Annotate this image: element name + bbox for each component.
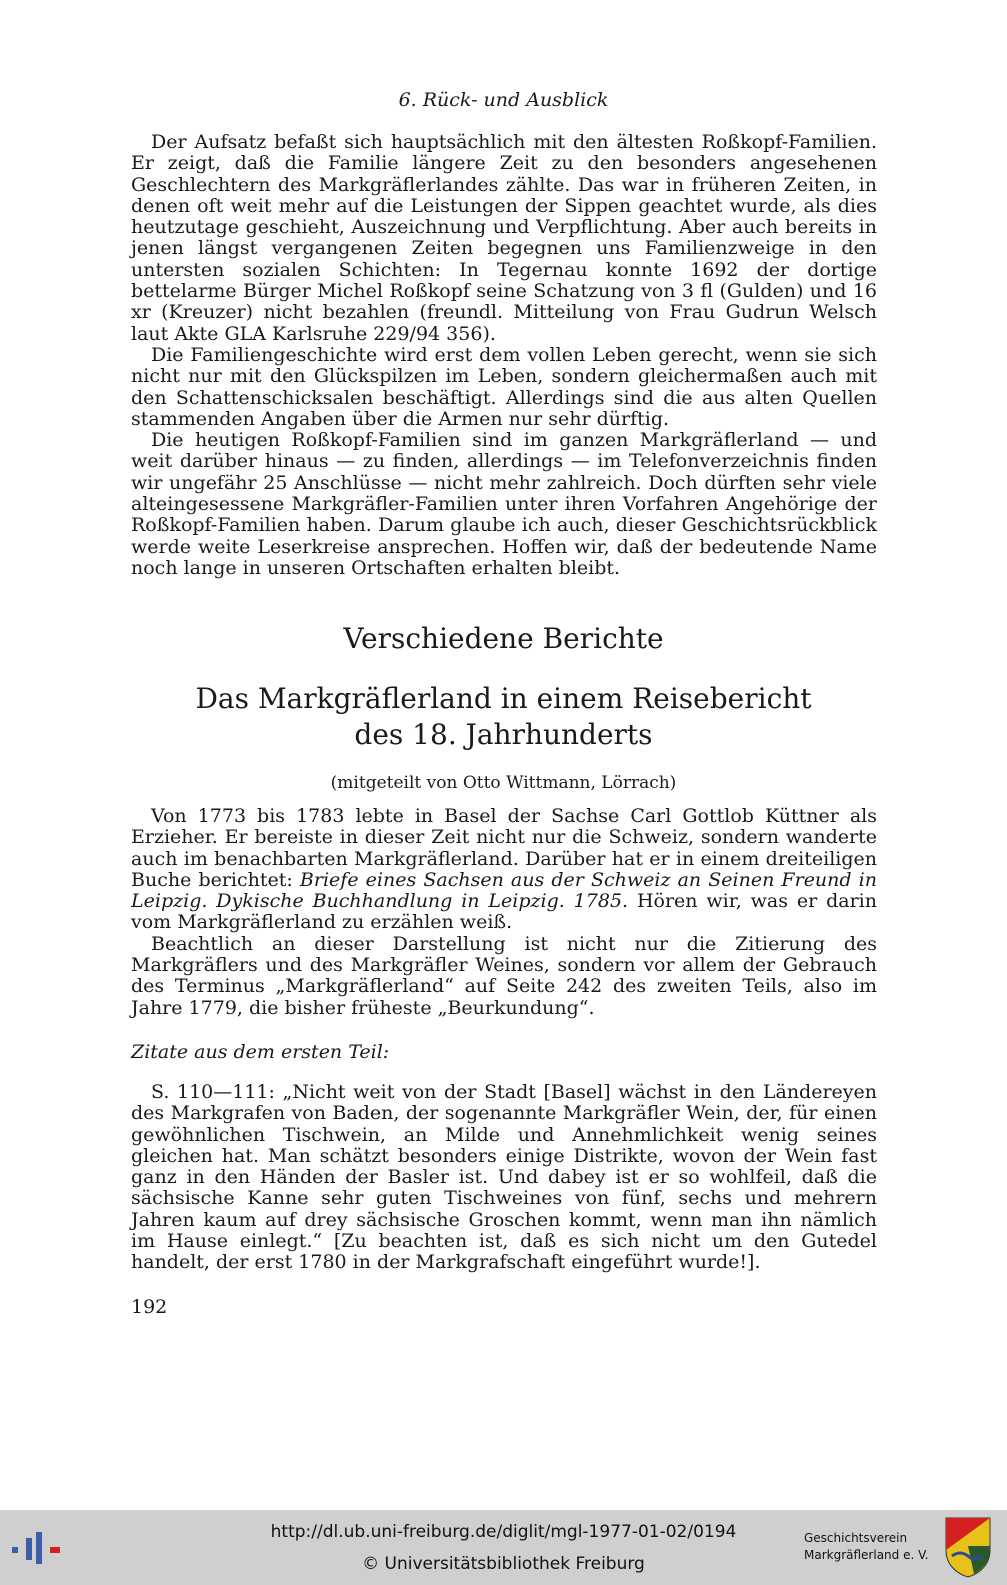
article-title-line-2: des 18. Jahrhunderts [354, 718, 653, 751]
coat-of-arms-icon [944, 1516, 992, 1578]
society-name [804, 1530, 934, 1564]
article-paragraph-2: Beachtlich an dieser Darstellung ist nicht nur die Zitierung des Markgräflers und des Markgräfler Weines, sondern vor allem der Gebrauch des Terminus „Markgräflerland“ auf Seite 242 des zweiten Teils, also im Jahre 1779, die bisher früheste „Beurkundung“. [131, 932, 877, 1019]
quotes-label: Zitate aus dem ersten Teil: [131, 1041, 390, 1063]
section-heading: 6. Rück- und Ausblick [398, 89, 609, 111]
intro-paragraph-1: Der Aufsatz befaßt sich hauptsächlich mit den ältesten Roßkopf-Familien. Er zeigt, daß die Familie längere Zeit zu den besonders angesehenen Geschlechtern des Markgräflerlandes zählte. Das war in früheren Zeiten, in denen oft weit mehr auf die Leistungen der Sippen geachtet wurde, als dies heutzutage geschieht, Auszeichnung und Verpflichtung. Aber auch bereits in jenen längst vergangenen Zeiten begegnen uns Familienzweige in den untersten sozialen Schichten: In Tegernau konnte 1692 der dortige bettelarme Bürger Michel Roßkopf seine Schatzung von 3 fl (Gulden) und 16 xr (Kreuzer) nicht bezahlen (freundl. Mitteilung von Frau Gudrun Welsch laut Akte GLA Karlsruhe 229/94 356). [131, 131, 877, 345]
article-title-line-1: Das Markgräflerland in einem Reisebericht [195, 682, 812, 715]
document-url-link[interactable]: http://dl.ub.uni-freiburg.de/diglit/mgl-1977-01-02/0194 [270, 1522, 737, 1542]
quote-paragraph: S. 110—111: „Nicht weit von der Stadt [Basel] wächst in den Ländereyen des Markgrafen von Baden, der sogenannte Markgräfler Wein, der, für einen gewöhnlichen Tischwein, an Milde und Annehmlichkeit wenig seines gleichen hat. Man schätzt besonders einige Distrikte, wovon der Wein fast ganz in den Händen der Basler ist. Und dabey ist er so wohlfeil, daß die sächsische Kanne sehr guten Tischweines von fünf, sechs und mehrern Jahren kaum auf drey sächsische Groschen kommt, wenn man ihn nämlich im Hause einlegt.“ [Zu beachten ist, daß es sich nicht um den Gutedel handelt, der erst 1780 in der Markgrafschaft eingeführt wurde!]. [131, 1081, 877, 1274]
society-name-line-1: Geschichtsverein [804, 1531, 908, 1545]
book-title-citation: Briefe eines Sachsen aus der Schweiz an Seinen Freund in Leipzig. Dykische Buchhandlung in Leipzig. 1785. [131, 868, 877, 913]
reports-heading: Verschiedene Berichte [343, 622, 664, 655]
article-text-block [131, 806, 877, 1019]
intro-paragraph-2: Die Familiengeschichte wird erst dem vollen Leben gerecht, wenn sie sich nicht nur mit den Glückspilzen im Leben, sondern gleichermaßen auch mit den Schattenschicksalen beschäftigt. Allerdings sind die aus alten Quellen stammenden Angaben über die Armen nur sehr dürftig. [131, 343, 877, 430]
article-paragraph-1-end: Hören wir, was er darin vom Markgräflerland zu erzählen weiß. [131, 890, 877, 934]
article-paragraph-1 [131, 806, 877, 934]
page-number: 192 [131, 1296, 168, 1318]
intro-text-block [131, 132, 877, 579]
quote-text-block [131, 1082, 877, 1274]
society-name-line-2: Markgräflerland e. V. [804, 1548, 929, 1562]
intro-paragraph-3: Die heutigen Roßkopf-Familien sind im ganzen Markgräflerland — und weit darüber hinaus — zu finden, allerdings — im Telefonverzeichnis finden wir ungefähr 25 Anschlüsse — nicht mehr zahlreich. Doch dürften sehr viele alteingesessene Markgräfler-Familien unter ihren Vorfahren Angehörige der Roßkopf-Familien haben. Darum glaube ich auch, dieser Geschichtsrückblick werde weite Leserkreise ansprechen. Hoffen wir, daß der bedeutende Name noch lange in unseren Ortschaften erhalten bleibt. [131, 429, 877, 579]
article-title [0, 681, 1007, 753]
article-paragraph-1-start: Von 1773 bis 1783 lebte in Basel der Sachse Carl Gottlob Küttner als Erzieher. Er bereiste in dieser Zeit nicht nur die Schweiz, sondern wanderte auch im benachbarten Markgräflerland. Darüber hat er in einem dreiteiligen Buche berichtet: [131, 805, 877, 891]
copyright-notice: © Universitätsbibliothek Freiburg [362, 1554, 645, 1574]
article-byline: (mitgeteilt von Otto Wittmann, Lörrach) [330, 773, 677, 793]
footer-bar [0, 1510, 1007, 1585]
